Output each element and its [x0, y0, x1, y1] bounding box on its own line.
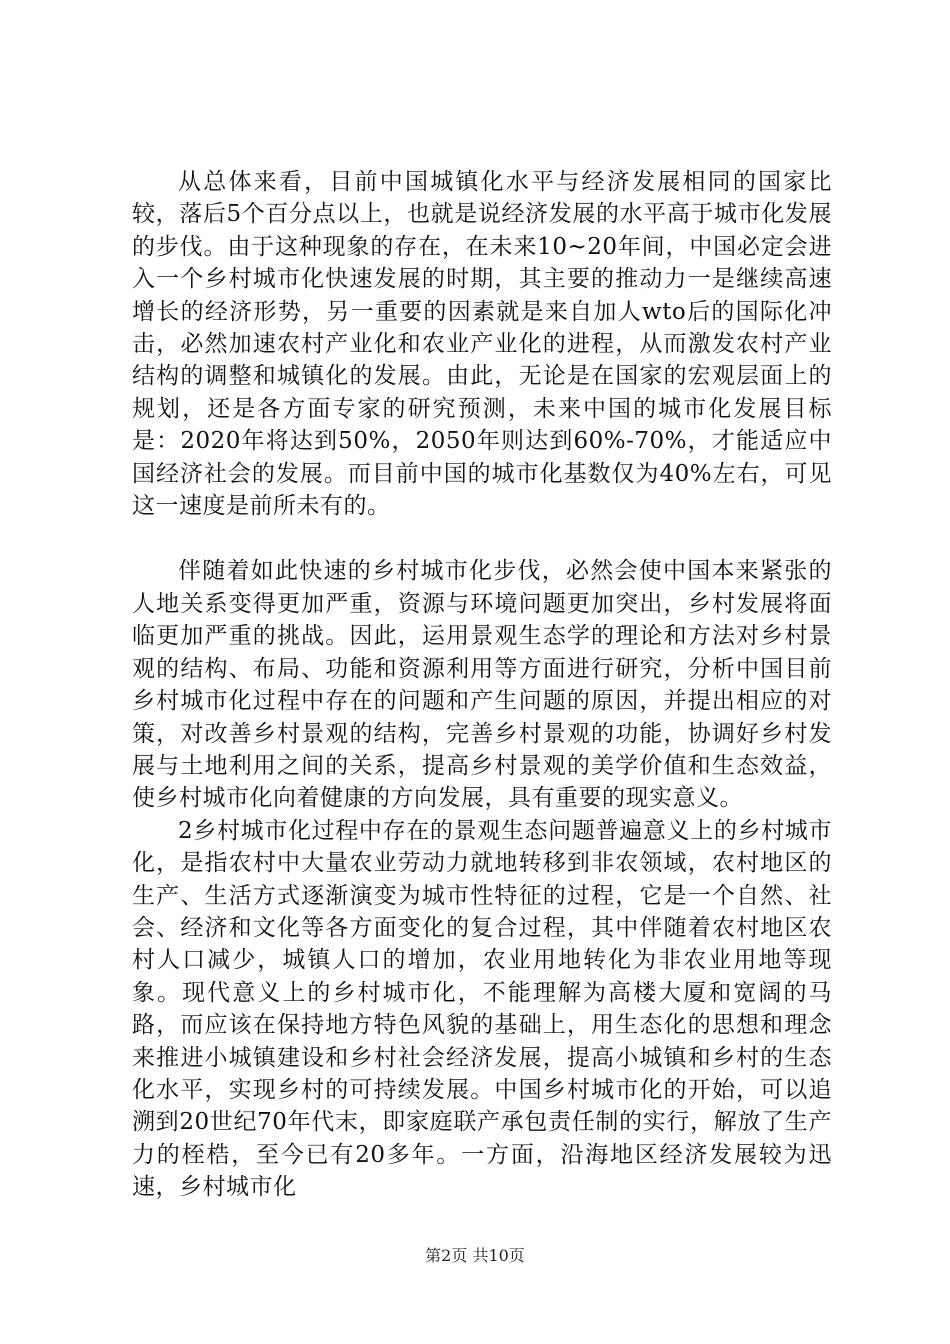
paragraph-1: 从总体来看，目前中国城镇化水平与经济发展相同的国家比较，落后5个百分点以上，也就是说经济发展的水平高于城市化发展的步伐。由于这种现象的存在，在未来10~20年间，中国必定会进入一个乡村城市化快速发展的时期，其主要的推动力一是继续高速增长的经济形势，另一重要的因素就是来自加人wto后的国际化冲击，必然加速农村产业化和农业产业化的进程，从而激发农村产业结构的调整和城镇化的发展。由此，无论是在国家的宏观层面上的规划，还是各方面专家的研究预测，未来中国的城市化发展目标是：2020年将达到50%，2050年则达到60%-70%，才能适应中国经济社会的发展。而目前中国的城市化基数仅为40%左右，可见这一速度是前所未有的。 [132, 169, 832, 520]
page-number-footer: 第2页 共10页 [425, 1246, 525, 1265]
document-body [132, 166, 832, 1204]
paragraph-3: 2乡村城市化过程中存在的景观生态问题普遍意义上的乡村城市化，是指农村中大量农业劳动力就地转移到非农领域，农村地区的生产、生活方式逐渐演变为城市性特征的过程，它是一个自然、社会、经济和文化等各方面变化的复合过程，其中伴随着农村地区农村人口减少，城镇人口的增加，农业用地转化为非农业用地等现象。现代意义上的乡村城市化，不能理解为高楼大厦和宽阔的马路，而应该在保持地方特色风貌的基础上，用生态化的思想和理念来推进小城镇建设和乡村社会经济发展，提高小城镇和乡村的生态化水平，实现乡村的可持续发展。中国乡村城市化的开始，可以追溯到20世纪70年代末，即家庭联产承包责任制的实行，解放了生产力的桎梏，至今已有20多年。一方面，沿海地区经济发展较为迅速，乡村城市化 [132, 817, 832, 1201]
paragraph-2: 伴随着如此快速的乡村城市化步伐，必然会使中国本来紧张的人地关系变得更加严重，资源与环境问题更加突出，乡村发展将面临更加严重的挑战。因此，运用景观生态学的理论和方法对乡村景观的结构、布局、功能和资源利用等方面进行研究，分析中国目前乡村城市化过程中存在的问题和产生问题的原因，并提出相应的对策，对改善乡村景观的结构，完善乡村景观的功能，协调好乡村发展与土地利用之间的关系，提高乡村景观的美学价值和生态效益，使乡村城市化向着健康的方向发展，具有重要的现实意义。 [132, 558, 832, 812]
